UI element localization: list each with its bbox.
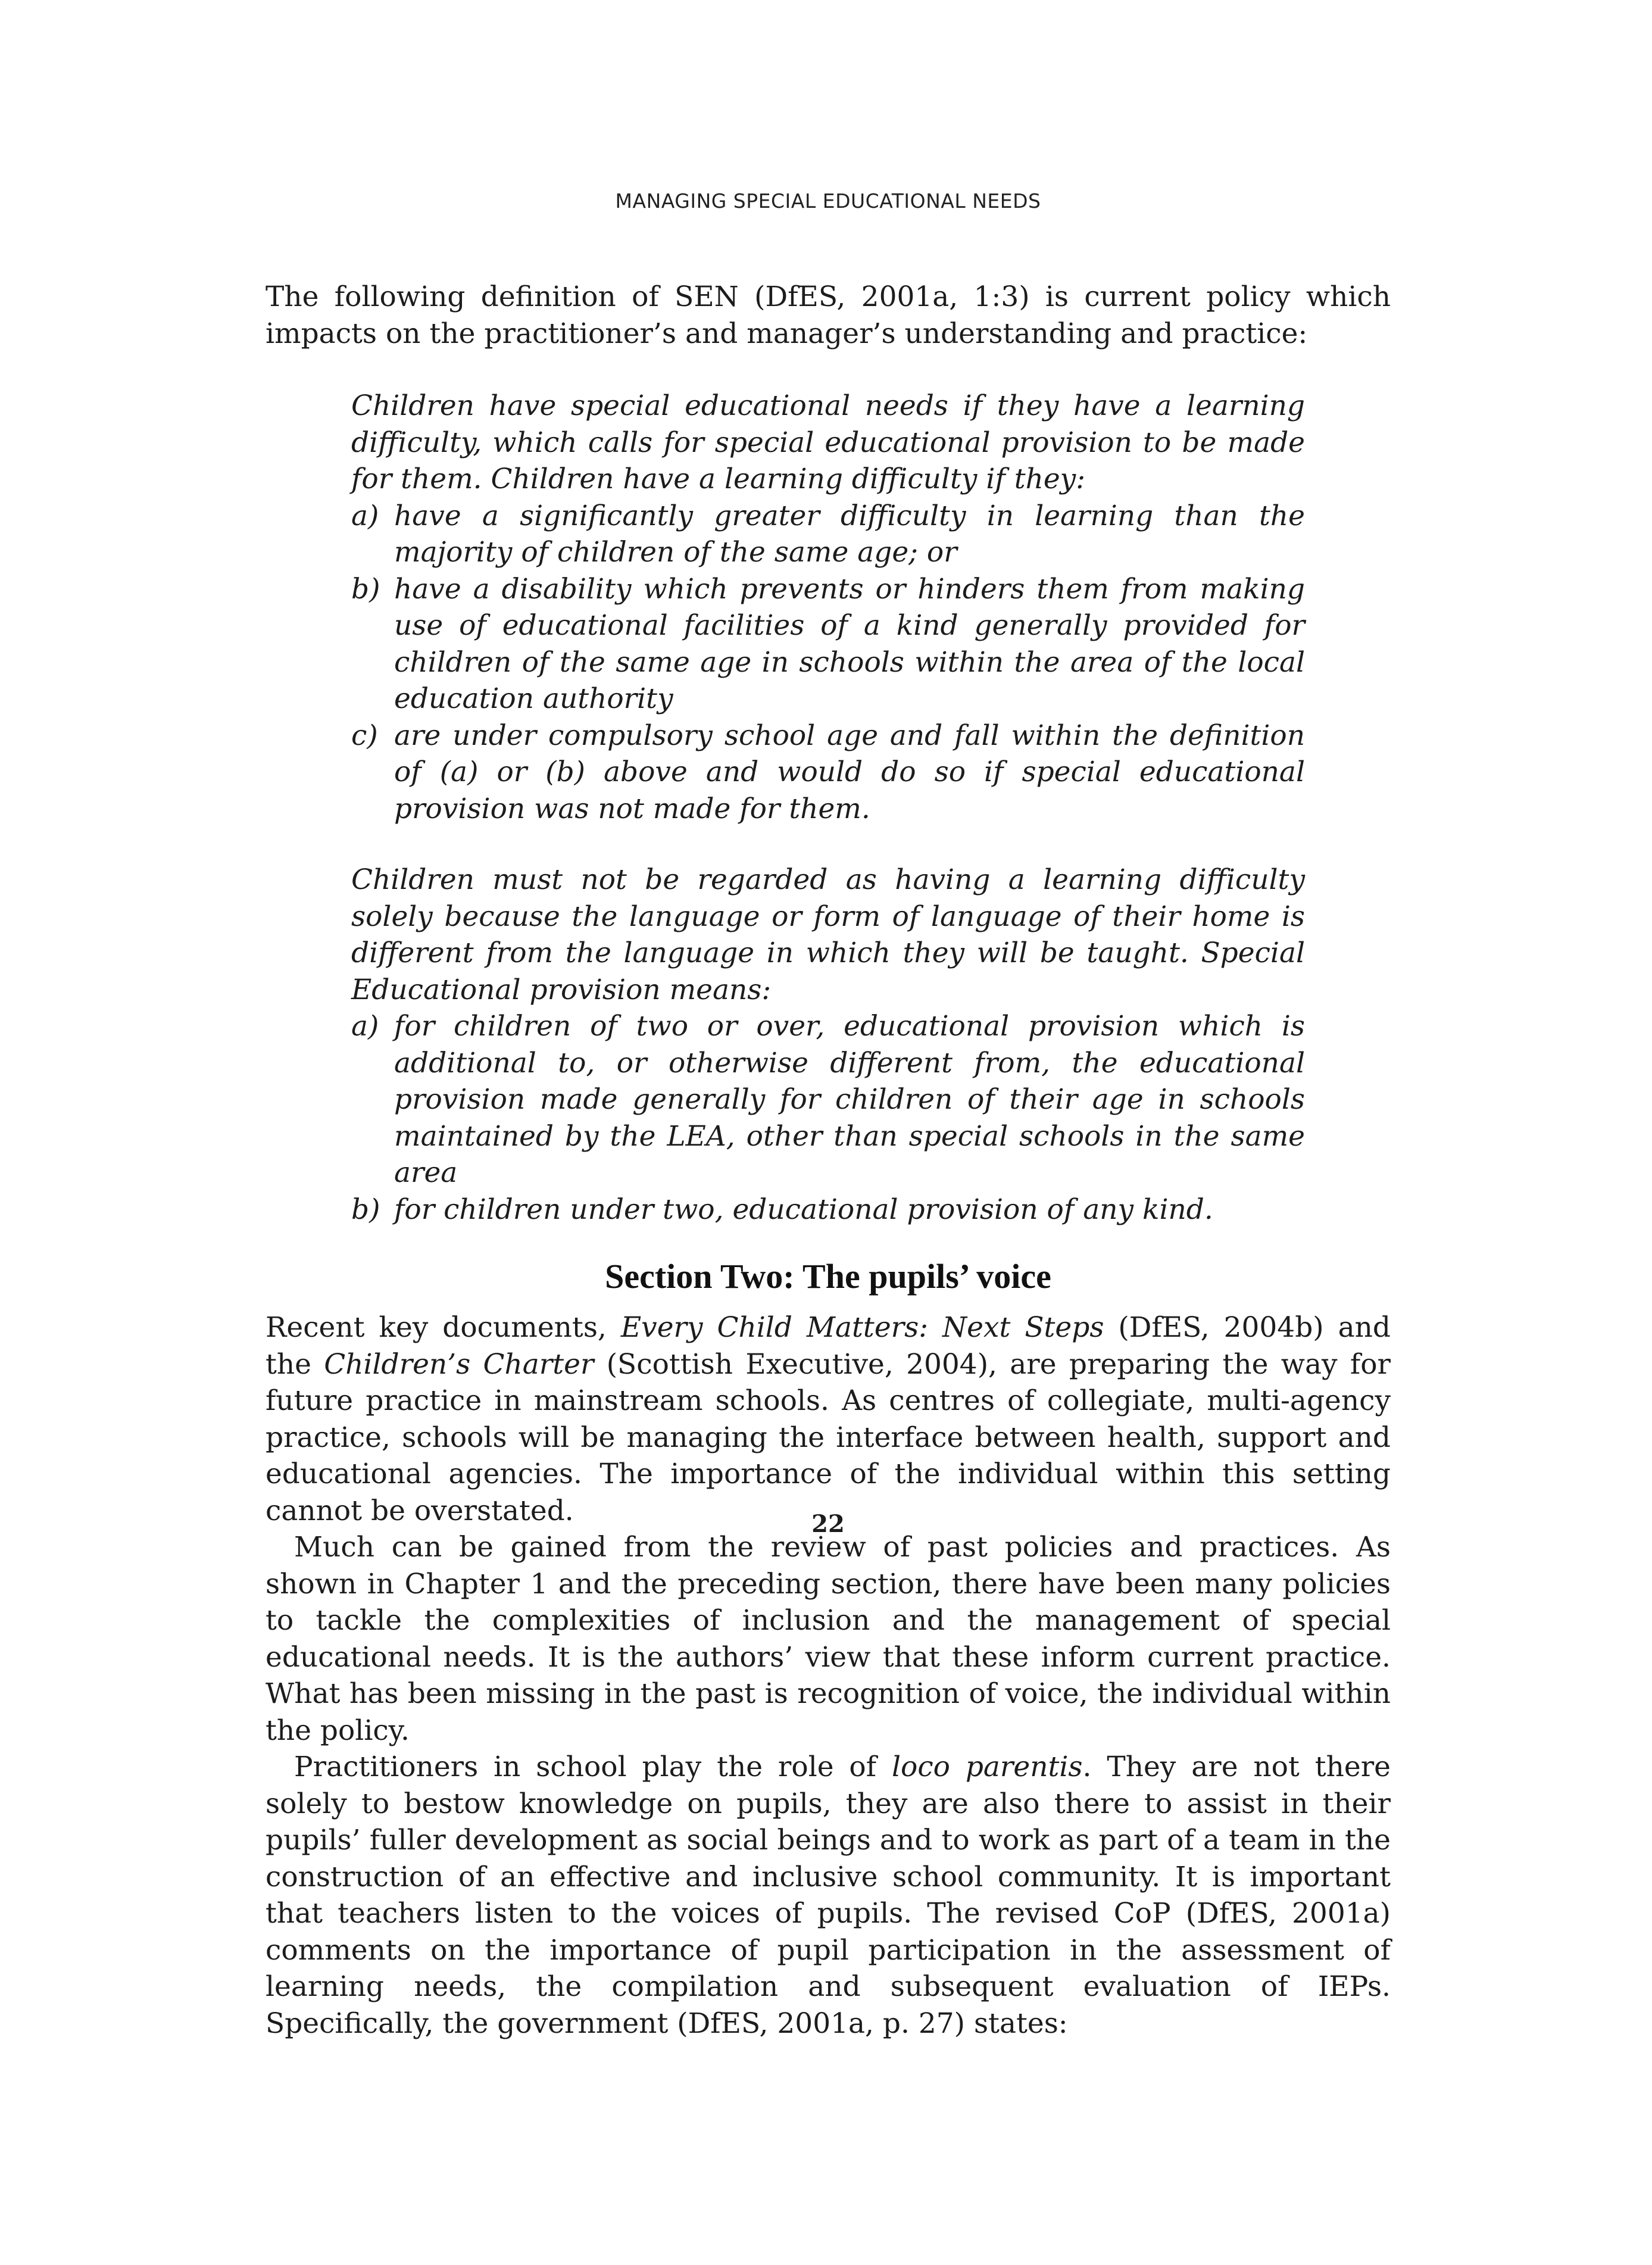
list-item-text: have a disability which prevents or hinders them from making use of educational facilities of a kind generally provided for children of the same age in schools within the area of the local education authority [394, 572, 1305, 715]
quote-list-item [351, 571, 1305, 717]
quote-list-item [351, 717, 1305, 828]
text-run: Recent key documents, [266, 1311, 621, 1344]
quote-list-item [351, 498, 1305, 571]
body-paragraph [266, 1309, 1391, 1529]
list-marker: a) [351, 1010, 379, 1043]
section-body [266, 1309, 1391, 2042]
text-run: . They are not there solely to bestow knowledge on pupils, they are also there to assist in their pupils’ fuller development as social beings and to work as part of a team in the construction of an effective and inclusive school community. It is important that teachers listen to the voices of pupils. The revised CoP (DfES, 2001a) comments on the importance of pupil participation in the assessment of learning needs, the compilation and subsequent evaluation of IEPs. Specifically, the government (DfES, 2001a, p. 27) states: [266, 1751, 1391, 2040]
list-marker: c) [351, 719, 378, 752]
body-paragraph: Much can be gained from the review of past policies and practices. As shown in Chapter 1 and the preceding section, there have been many policies to tackle the complexities of inclusion and the management of special educational needs. It is the authors’ view that these inform current practice. What has been missing in the past is recognition of voice, the individual within the policy. [266, 1531, 1391, 1747]
text-run: (Scottish Executive, 2004), are preparing the way for future practice in mainstream schools. As centres of collegiate, multi-agency practice, schools will be managing the interface between health, support and educational agencies. The importance of the individual within this setting cannot be overstated. [266, 1347, 1391, 1527]
page-number: 22 [811, 1510, 845, 1538]
running-head: MANAGING SPECIAL EDUCATIONAL NEEDS [615, 189, 1041, 213]
list-marker: a) [351, 499, 379, 532]
list-item-text: are under compulsory school age and fall within the definition of (a) or (b) above and would do so if special educational provision was not made for them. [394, 719, 1305, 825]
text-run: Practitioners in school play the role of [294, 1751, 892, 1783]
quote-list-item [351, 1191, 1305, 1228]
body-paragraph [266, 1749, 1391, 2042]
list-marker: b) [351, 572, 380, 606]
quote-lead: Children must not be regarded as having a learning difficulty solely because the language or form of language of their home is different from the language in which they will be taught. Special Educational provision means: [351, 863, 1305, 1006]
list-marker: b) [351, 1193, 380, 1226]
text-run: (DfES, 2004b) and the [266, 1311, 1391, 1381]
quote-lead: Children have special educational needs if they have a learning difficulty, which calls for special educational provision to be made for them. Children have a learning difficulty if they: [351, 389, 1305, 495]
provision-definition-quote [351, 862, 1305, 1228]
sen-definition-quote [351, 388, 1305, 827]
book-page [266, 0, 1391, 2265]
quote-list-item [351, 1008, 1305, 1191]
document-title: Children’s Charter [324, 1347, 594, 1381]
document-title: Every Child Matters: Next Steps [620, 1311, 1104, 1344]
list-item-text: for children under two, educational provision of any kind. [394, 1193, 1213, 1226]
intro-paragraph: The following definition of SEN (DfES, 2001a, 1:3) is current policy which impacts on the practitioner’s and manager’s understanding and practice: [266, 280, 1391, 350]
section-heading: Section Two: The pupils’ voice [605, 1257, 1051, 1296]
list-item-text: have a significantly greater difficulty in learning than the majority of children of the same age; or [394, 499, 1305, 569]
list-item-text: for children of two or over, educational provision which is additional to, or otherwise different from, the educational provision made generally for children of their age in schools maintained by the LEA, other than special schools in the same area [394, 1010, 1305, 1189]
latin-term: loco parentis [892, 1751, 1083, 1783]
